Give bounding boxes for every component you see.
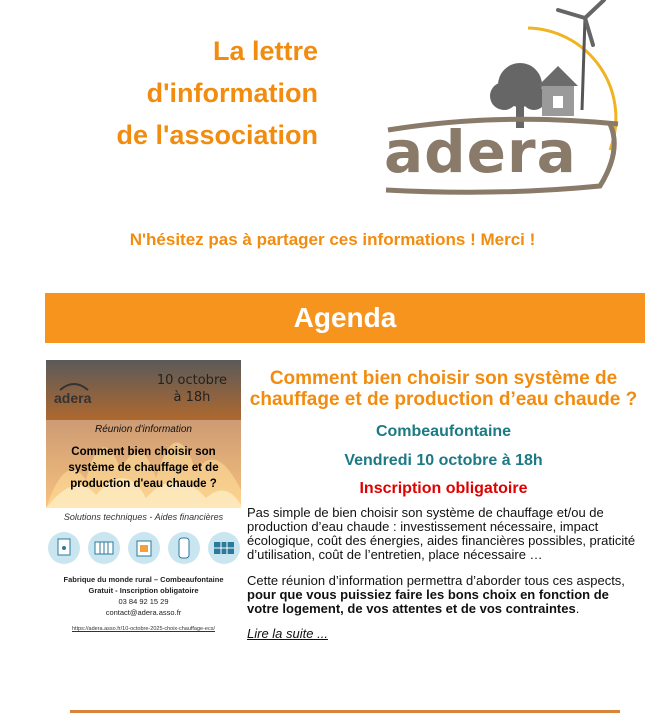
event-paragraph-2-end: . xyxy=(575,601,580,616)
title-line-1: La lettre xyxy=(212,36,318,66)
event-paragraph-2-bold: pour que vous puissiez faire les bons choix en fonction de votre logement, de vos attentes et de vos contraintes xyxy=(247,587,609,616)
read-more-link[interactable]: Lire la suite ... xyxy=(247,626,328,641)
newsletter-title xyxy=(60,30,318,156)
flyer-reunion-label: Réunion d'information xyxy=(95,424,192,435)
event-paragraph-1: Pas simple de bien choisir son système de chauffage et/ou de production d’eau chaude : investissement nécessaire, impact écologique, coût des énergies, aides financières possibles, praticité d’utilisation, coût de l’entretien, place nécessaire … xyxy=(247,505,636,562)
flyer-price: Gratuit - Inscription obligatoire xyxy=(88,586,199,595)
event-date: Vendredi 10 octobre à 18h xyxy=(344,452,543,469)
flyer-fire-background xyxy=(46,360,241,508)
radiator-icon xyxy=(88,532,120,564)
logo-wordmark: adera xyxy=(384,118,577,186)
event-title: Comment bien choisir son système de chauffage et de production d’eau chaude ? xyxy=(249,368,638,410)
solar-panel-icon xyxy=(208,532,240,564)
section-divider xyxy=(70,710,620,713)
boiler-icon xyxy=(48,532,80,564)
section-title-agenda: Agenda xyxy=(45,293,645,343)
event-paragraph-2-start: Cette réunion d’information permettra d’aborder tous ces aspects, xyxy=(247,573,625,588)
flyer-url: https://adera.asso.fr/10-octobre-2025-choix-chauffage-ecs/ xyxy=(72,626,215,632)
event-flyer-image[interactable] xyxy=(46,360,241,638)
water-heater-icon xyxy=(168,532,200,564)
flyer-info xyxy=(46,574,241,618)
flyer-date-line-1: 10 octobre xyxy=(156,373,227,388)
flyer-logo: adera xyxy=(54,390,92,406)
flyer-venue: Fabrique du monde rural – Combeaufontaine xyxy=(63,575,224,584)
flyer-date xyxy=(157,372,227,406)
stove-icon xyxy=(128,532,160,564)
adera-logo xyxy=(378,0,628,200)
event-registration: Inscription obligatoire xyxy=(359,480,528,497)
flyer-subtitle: Solutions techniques - Aides financières xyxy=(63,512,224,522)
flyer-date-line-2: à 18h xyxy=(173,390,211,405)
flyer-icon-row xyxy=(48,532,240,568)
title-line-2: d'information xyxy=(146,78,318,108)
event-place: Combeaufontaine xyxy=(375,423,512,440)
flyer-phone: 03 84 92 15 29 xyxy=(118,597,169,606)
title-line-3: de l'association xyxy=(116,120,318,150)
share-message: N'hésitez pas à partager ces informations ! Merci ! xyxy=(129,230,536,249)
flyer-email: contact@adera.asso.fr xyxy=(105,608,182,617)
flyer-headline: Comment bien choisir son système de chauffage et de production d'eau chaude ? xyxy=(68,446,219,490)
event-paragraph-2 xyxy=(247,574,640,616)
event-details xyxy=(247,368,640,643)
